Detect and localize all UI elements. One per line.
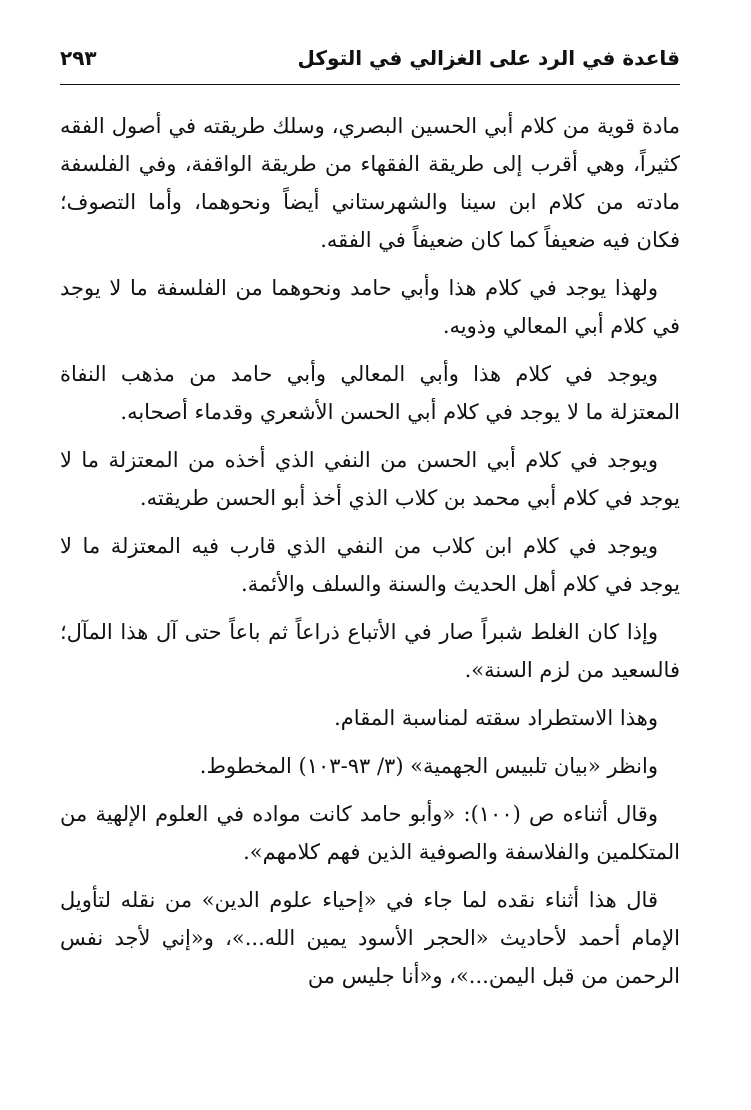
paragraph: وهذا الاستطراد سقته لمناسبة المقام. bbox=[334, 706, 658, 730]
paragraph: وقال أثناءه ص (١٠٠): «وأبو حامد كانت مواده في العلوم الإلهية من المتكلمين والفلاسفة والصوفية الذين فهم كلامهم». bbox=[60, 802, 680, 864]
page-number: ٢٩٣ bbox=[60, 46, 97, 70]
paragraph: وإذا كان الغلط شبراً صار في الأتباع ذراعاً ثم باعاً حتى آل هذا المآل؛ فالسعيد من لزم السنة». bbox=[60, 620, 680, 682]
running-title: قاعدة في الرد على الغزالي في التوكل bbox=[297, 46, 680, 70]
paragraph: ويوجد في كلام ابن كلاب من النفي الذي قارب فيه المعتزلة ما لا يوجد في كلام أهل الحديث والسنة والسلف والأئمة. bbox=[60, 534, 680, 596]
paragraph: ويوجد في كلام هذا وأبي المعالي وأبي حامد من مذهب النفاة المعتزلة ما لا يوجد في كلام أبي الحسن الأشعري وقدماء أصحابه. bbox=[60, 362, 680, 424]
book-page bbox=[60, 40, 680, 1090]
paragraph: مادة قوية من كلام أبي الحسين البصري، وسلك طريقته في أصول الفقه كثيراً، وهي أقرب إلى طريقة الفقهاء من طريقة الواقفة، وفي الفلسفة مادته من كلام ابن سينا والشهرستاني أيضاً ونحوهما، وأما التصوف؛ فكان فيه ضعيفاً كما كان ضعيفاً في الفقه. bbox=[60, 114, 680, 252]
paragraph: قال هذا أثناء نقده لما جاء في «إحياء علوم الدين» من نقله لتأويل الإمام أحمد لأحاديث «الحجر الأسود يمين الله...»، و«إني لأجد نفس الرحمن من قبل اليمن...»، و«أنا جليس من bbox=[60, 888, 680, 988]
page-body bbox=[60, 107, 680, 995]
paragraph: ويوجد في كلام أبي الحسن من النفي الذي أخذه من المعتزلة ما لا يوجد في كلام أبي محمد بن كلاب الذي أخذ أبو الحسن طريقته. bbox=[60, 448, 680, 510]
page-header bbox=[60, 40, 680, 85]
paragraph: وانظر «بيان تلبيس الجهمية» (٣/ ٩٣-١٠٣) المخطوط. bbox=[199, 754, 658, 778]
paragraph: ولهذا يوجد في كلام هذا وأبي حامد ونحوهما من الفلسفة ما لا يوجد في كلام أبي المعالي وذويه. bbox=[60, 276, 680, 338]
